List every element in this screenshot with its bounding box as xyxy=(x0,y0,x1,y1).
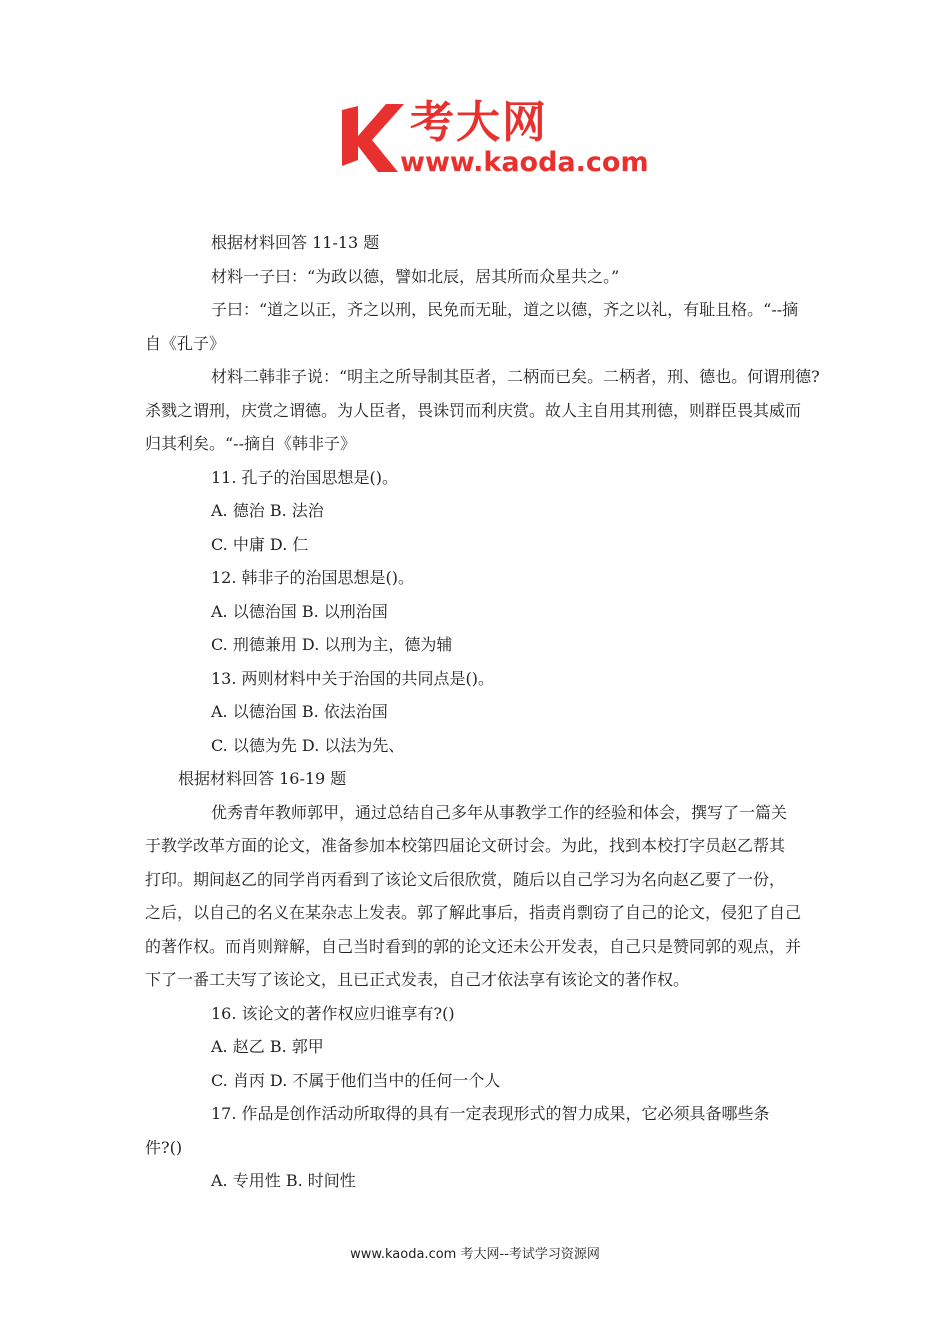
text-line: 根据材料回答 16-19 题 xyxy=(178,769,347,788)
text-line: A. 以德治国 B. 以刑治国 xyxy=(211,601,388,621)
document-body xyxy=(145,226,820,1198)
text-line: 归其利矣。“--摘自《韩非子》 xyxy=(145,434,356,453)
text-line: A. 以德治国 B. 依法治国 xyxy=(211,702,388,721)
text-line: 杀戮之谓刑，庆赏之谓德。为人臣者，畏诛罚而利庆赏。故人主自用其刑德，则群臣畏其威而 xyxy=(145,400,802,420)
page-footer: www.kaoda.com 考大网--考试学习资源网 xyxy=(350,1247,600,1262)
text-line: 件?() xyxy=(145,1137,183,1157)
text-line: 12. 韩非子的治国思想是()。 xyxy=(211,568,415,587)
text-line: C. 肖丙 D. 不属于他们当中的任何一个人 xyxy=(211,1070,501,1090)
text-line: 13. 两则材料中关于治国的共同点是()。 xyxy=(211,668,495,688)
text-line: 材料二韩非子说：“明主之所导制其臣者，二柄而已矣。二柄者，刑、德也。何谓刑德? xyxy=(211,367,820,386)
text-line: 优秀青年教师郭甲，通过总结自己多年从事教学工作的经验和体会，撰写了一篇关 xyxy=(211,802,788,822)
text-line: 下了一番工夫写了该论文，且已正式发表，自己才依法享有该论文的著作权。 xyxy=(145,970,690,989)
text-line: 材料一子曰：“为政以德，譬如北辰，居其所而众星共之。” xyxy=(211,266,620,286)
text-line: 打印。期间赵乙的同学肖丙看到了该论文后很欣赏，随后以自己学习为名向赵乙要了一份， xyxy=(145,869,786,889)
logo-brand-name: 考大网 xyxy=(410,97,548,148)
text-line: C. 以德为先 D. 以法为先、 xyxy=(211,735,405,755)
kaoda-logo xyxy=(338,96,668,186)
text-line: 16. 该论文的著作权应归谁享有?() xyxy=(211,1003,455,1023)
text-line: 子曰：“道之以正，齐之以刑，民免而无耻，道之以德，齐之以礼，有耻且格。“--摘 xyxy=(211,300,799,319)
text-line: 之后，以自己的名义在某杂志上发表。郭了解此事后，指责肖剽窃了自己的论文，侵犯了自己 xyxy=(145,903,802,922)
text-line: 自《孔子》 xyxy=(145,333,226,353)
text-line: C. 刑德兼用 D. 以刑为主，德为辅 xyxy=(211,635,453,654)
text-line: A. 专用性 B. 时间性 xyxy=(211,1171,356,1190)
text-line: 11. 孔子的治国思想是()。 xyxy=(211,467,399,487)
logo-url: www.kaoda.com xyxy=(400,147,649,178)
text-line: 根据材料回答 11-13 题 xyxy=(211,233,380,252)
text-line: 的著作权。而肖则辩解，自己当时看到的郭的论文还未公开发表，自己只是赞同郭的观点，并 xyxy=(145,936,802,956)
text-line: 于教学改革方面的论文，准备参加本校第四届论文研讨会。为此，找到本校打字员赵乙帮其 xyxy=(145,836,786,855)
text-line: A. 德治 B. 法治 xyxy=(211,501,324,520)
k-logo-icon xyxy=(338,96,408,176)
text-line: 17. 作品是创作活动所取得的具有一定表现形式的智力成果，它必须具备哪些条 xyxy=(211,1104,770,1123)
text-line: A. 赵乙 B. 郭甲 xyxy=(211,1037,324,1056)
text-line: C. 中庸 D. 仁 xyxy=(211,534,309,554)
